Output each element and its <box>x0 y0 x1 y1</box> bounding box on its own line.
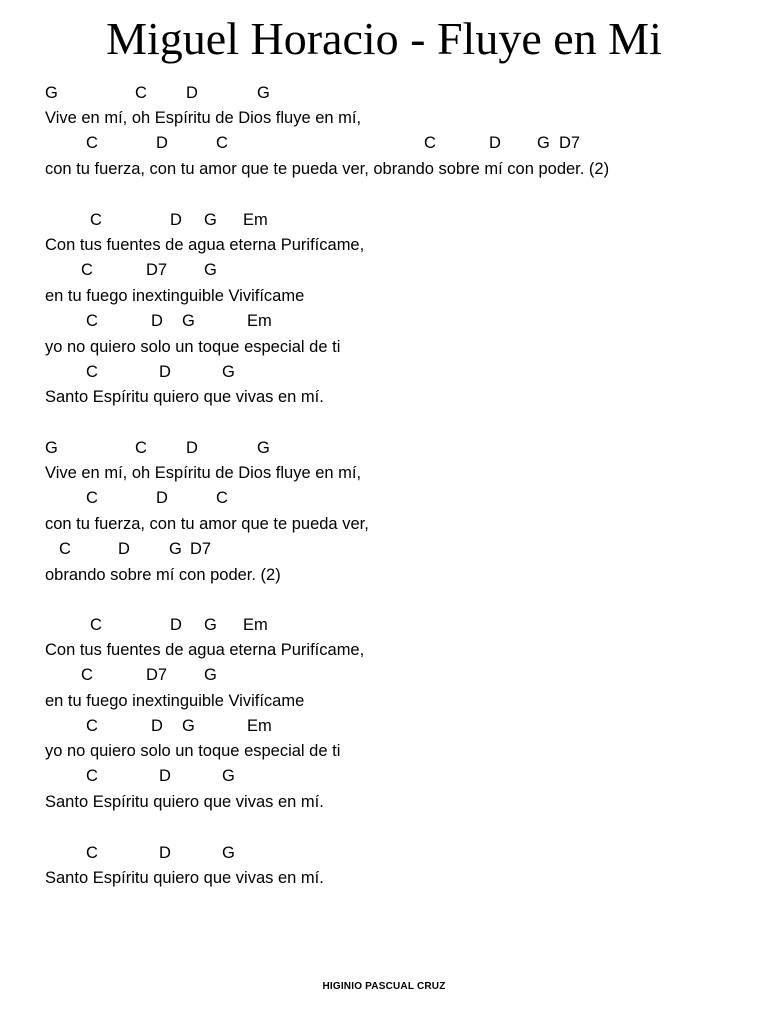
chord: G <box>204 666 217 684</box>
chord-line <box>45 538 745 560</box>
chord: G <box>204 211 217 229</box>
lyric-text: con tu fuerza, con tu amor que te pueda ver, obrando sobre mí con poder. (2) <box>45 160 610 178</box>
lyric-text: yo no quiero solo un toque especial de ti <box>45 338 341 356</box>
lyric-text: Vive en mí, oh Espíritu de Dios fluye en mí, <box>45 464 362 482</box>
chord-line <box>45 259 745 281</box>
chord: C <box>90 211 102 229</box>
chord: D <box>151 717 163 735</box>
chord: D7 <box>190 540 212 558</box>
chord: D <box>489 134 501 152</box>
chord: C <box>86 134 98 152</box>
lyric-line <box>45 740 745 762</box>
lyric-text: Santo Espíritu quiero que vivas en mí. <box>45 869 324 887</box>
chord: D <box>159 767 171 785</box>
chord: D7 <box>559 134 581 152</box>
lyric-text: en tu fuego inextinguible Vivifícame <box>45 287 305 305</box>
chord: C <box>86 767 98 785</box>
lyric-text: con tu fuerza, con tu amor que te pueda ver, <box>45 515 369 533</box>
chord: C <box>81 666 93 684</box>
chord-line <box>45 765 745 787</box>
chord: C <box>86 312 98 330</box>
chord: G <box>45 439 58 457</box>
chord: C <box>135 84 147 102</box>
lyric-text: Con tus fuentes de agua eterna Purifícame, <box>45 236 365 254</box>
chord: G <box>257 439 270 457</box>
chord: C <box>59 540 71 558</box>
chord: C <box>135 439 147 457</box>
chord-line <box>45 310 745 332</box>
chord: Em <box>247 312 272 330</box>
song-title: Miguel Horacio - Fluye en Mi <box>106 13 662 64</box>
chord: G <box>45 84 58 102</box>
chord-line <box>45 614 745 636</box>
chord-line <box>45 82 745 104</box>
lyric-line <box>45 690 745 712</box>
chord-line <box>45 487 745 509</box>
lyric-line <box>45 386 745 408</box>
chord-line <box>45 361 745 383</box>
lyric-line <box>45 564 745 586</box>
lyric-line <box>45 867 745 889</box>
chord: D <box>156 134 168 152</box>
lyric-text: Santo Espíritu quiero que vivas en mí. <box>45 793 324 811</box>
chord: D <box>156 489 168 507</box>
chord: D <box>186 84 198 102</box>
chord: Em <box>243 211 268 229</box>
chord: G <box>204 261 217 279</box>
lyric-text: en tu fuego inextinguible Vivifícame <box>45 692 305 710</box>
chord: C <box>86 363 98 381</box>
chord: D <box>151 312 163 330</box>
chord: C <box>81 261 93 279</box>
lyric-line <box>45 336 745 358</box>
chord: Em <box>243 616 268 634</box>
chord: G <box>204 616 217 634</box>
chord: D <box>186 439 198 457</box>
lyric-line <box>45 513 745 535</box>
lyric-line <box>45 285 745 307</box>
chord-line <box>45 132 745 154</box>
author-footer: HIGINIO PASCUAL CRUZ <box>322 981 446 992</box>
lyric-text: obrando sobre mí con poder. (2) <box>45 566 281 584</box>
chord: Em <box>247 717 272 735</box>
chord-line <box>45 437 745 459</box>
lyric-line <box>45 234 745 256</box>
chord: G <box>222 363 235 381</box>
chord: D <box>159 844 171 862</box>
chord: G <box>182 717 195 735</box>
chord: C <box>216 134 228 152</box>
lyric-line <box>45 462 745 484</box>
chord-line <box>45 715 745 737</box>
chord: D <box>159 363 171 381</box>
lyric-line <box>45 639 745 661</box>
chord: D <box>170 211 182 229</box>
chord: C <box>216 489 228 507</box>
chord-line <box>45 664 745 686</box>
chord-line <box>45 209 745 231</box>
chord: D7 <box>146 261 168 279</box>
chord: C <box>424 134 436 152</box>
chord: C <box>86 717 98 735</box>
lyric-text: Vive en mí, oh Espíritu de Dios fluye en mí, <box>45 109 362 127</box>
lyric-line <box>45 107 745 129</box>
chord: D7 <box>146 666 168 684</box>
chord: G <box>537 134 550 152</box>
chord-line <box>45 842 745 864</box>
lyric-text: Con tus fuentes de agua eterna Purifícame, <box>45 641 365 659</box>
chord: D <box>118 540 130 558</box>
chord: C <box>86 489 98 507</box>
lyric-text: yo no quiero solo un toque especial de ti <box>45 742 341 760</box>
lyric-text: Santo Espíritu quiero que vivas en mí. <box>45 388 324 406</box>
lyric-line <box>45 791 745 813</box>
chord: C <box>90 616 102 634</box>
chord: G <box>257 84 270 102</box>
chord: G <box>222 767 235 785</box>
lyric-line <box>45 158 745 180</box>
chord: D <box>170 616 182 634</box>
chord: G <box>222 844 235 862</box>
chord: G <box>182 312 195 330</box>
chord: G <box>169 540 182 558</box>
chord: C <box>86 844 98 862</box>
